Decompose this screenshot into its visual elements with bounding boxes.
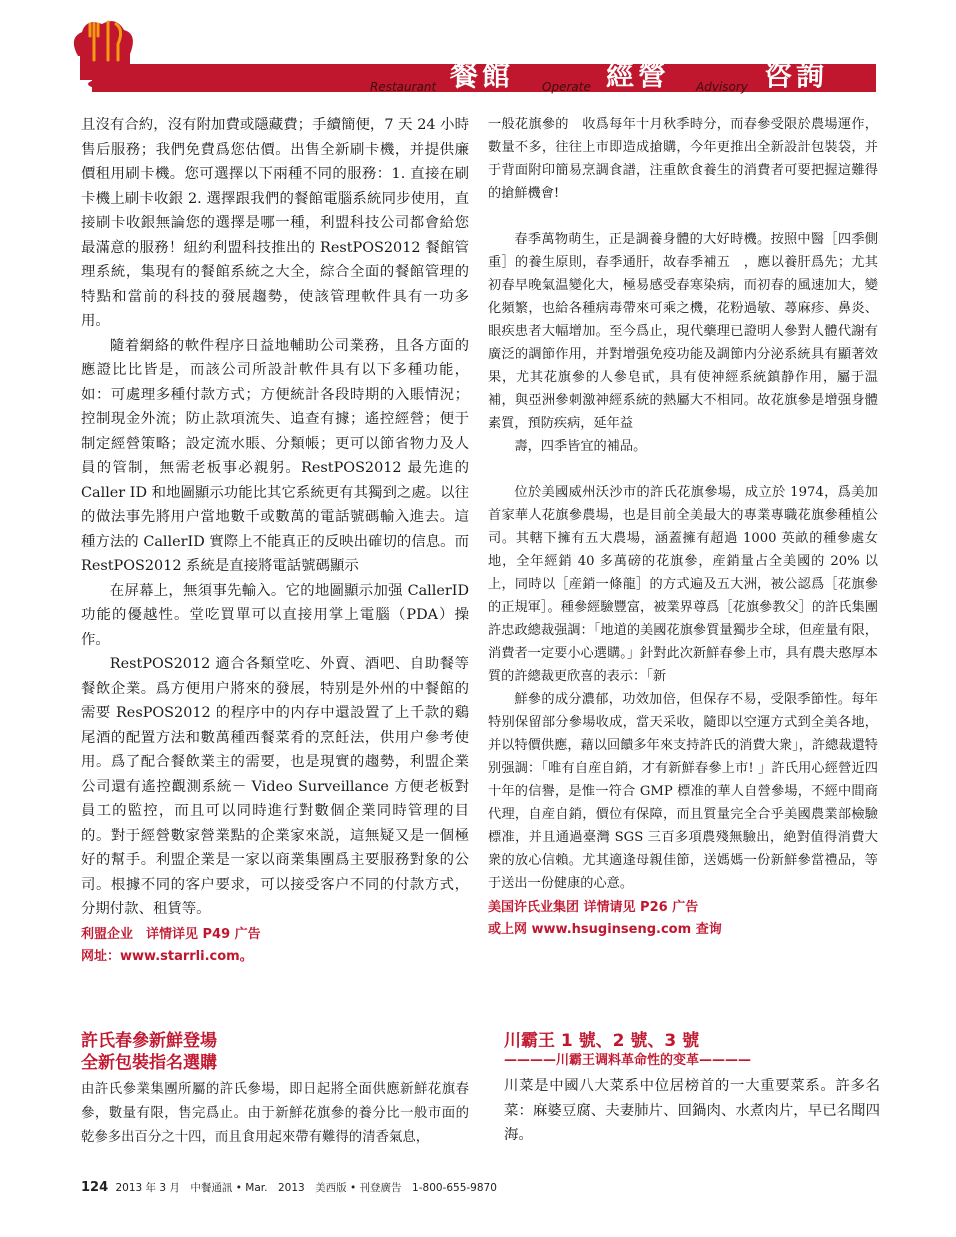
section-right-title: 川霸王 1 號、2 號、3 號: [504, 1031, 700, 1051]
section-left-body: 由許氏參業集團所屬的許氏參場，即日起將全面供應新鮮花旗春參，數量有限，售完爲止。由于新鮮花旗參的養分比一般市面的乾參多出百分之十四，而且食用起來帶有難得的清香氣息，: [81, 1082, 469, 1145]
header-zh-1: 餐館: [450, 59, 515, 92]
left-paragraph-4: RestPOS2012 適合各類堂吃、外賣、酒吧、自助餐等餐飲企業。爲方便用户將來的發展，特别是外州的中餐館的需要 ResPOS2012 的程序中的内存中還設置了上千款的鷄尾酒的配置方法和數萬種西餐菜肴的烹飪法，供用户參考使用。爲了配合餐飲業主的需要，也是現實的趨勢，利盟企業公司還有遙控觀測系統－ Video Surveillance 方便老板對員工的監控，而且可以同時進行對數個企業同時管理的目的。對于經營數家營業點的企業家來説，這無疑又是一個極好的幫手。利盟企業是一家以商業集團爲主要服務對象的公司。根據不同的客户要求，可以接受客户不同的付款方式，分期付款、租賃等。: [81, 656, 469, 917]
right-column: [488, 113, 878, 941]
starrli-website-link[interactable]: 网址：www.starrli.com。: [81, 948, 253, 964]
left-paragraph-3: 在屏幕上，無須事先輸入。它的地圖顯示加强 CallerID 功能的優越性。堂吃買單可以直接用掌上電腦（PDA）操作。: [81, 582, 469, 648]
section-right-subtitle: ————川霸王调料革命性的变革————: [504, 1053, 752, 1068]
right-paragraph-4: 鮮參的成分濃郁，功效加倍，但保存不易，受限季節性。每年特别保留部分參場收成，當天采收，隨即以空運方式到全美各地，并以特價供應，藉以回饋多年來支持許氏的消費大衆」，許總裁還特别强調：「唯有自産自銷，才有新鮮春參上市! 」許氏用心經營近四十年的信譽，是惟一符合 GMP 標准的華人自營參場，不經中間商代理，自産自銷，價位有保障，而且質量完全合乎美國農業部檢驗標准，并且通過臺灣 SGS 三百多項農殘無驗出，絶對值得消費大衆的放心信賴。尤其適逢母親佳節，送媽媽一份新鮮參當禮品，等于送出一份健康的心意。: [488, 692, 878, 891]
left-column: [81, 113, 469, 968]
right-paragraph-1: 一般花旗參的 收爲每年十月秋季時分，而春參受限於農場運作，數量不多，往往上市即造成搶購，今年更推出全新設計包裝袋，并于背面附印簡易烹調食譜，注重飲食養生的消費者可要把握這難得的搶鮮機會!: [488, 117, 878, 201]
section-left-title-1: 許氏春參新鮮登場: [81, 1031, 217, 1051]
right-paragraph-2: 春季萬物萌生，正是調養身體的大好時機。按照中醫［四季側重］的養生原則，春季通肝，故春季補五 ，應以養肝爲先；尤其初春早晚氣温變化大，極易感受春寒染病，而初春的風速加大，變化頻繁，也給各種病毒帶來可乘之機，花粉過敏、蕁麻疹、鼻炎、眼疾患者大幅增加。至今爲止，現代藥理已證明人參對人體代謝有廣泛的調節作用，并對增强免疫功能及調節内分泌系統具有顯著效果，尤其花旗參的人參皂甙，具有使神經系統鎮静作用，屬于温補，與亞洲參刺激神經系統的熱屬大不相同。故花旗參是增强身體素質，預防疾病，延年益: [488, 232, 878, 431]
section-left-title-2: 全新包裝指名選購: [81, 1053, 217, 1073]
hsu-website-link[interactable]: 或上网 www.hsuginseng.com 查询: [488, 922, 722, 937]
page-footer: [81, 1180, 781, 1195]
footer-publication-info: 2013 年 3 月 中餐通訊 • Mar. 2013 美西版 • 刊登廣告 1-800-655-9870: [115, 1182, 497, 1194]
header-section-title: [370, 58, 890, 98]
hsu-spring-ginseng-section: [81, 1030, 469, 1150]
left-paragraph-1: 且沒有合約，沒有附加費或隱藏費；手續簡便，7 天 24 小時售后服務；我們免費爲您估價。出售全新刷卡機，并提供廉價租用刷卡機。您可選擇以下兩種不同的服務：1. 直接在刷卡機上刷卡收銀 2. 選擇跟我們的餐館電腦系統同步使用，直接刷卡收銀無論您的選擇是哪一種，利盟科技公司都會給您最滿意的服務！紐約利盟科技推出的 RestPOS2012 餐館管理系統，集現有的餐館系統之大全，綜合全面的餐館管理的特點和當前的科技的發展趨勢，使該管理軟件具有一功多用。: [81, 117, 469, 329]
page-header: [0, 0, 956, 100]
starrli-ad-reference: 利盟企业 详情详见 P49 广告: [81, 926, 261, 942]
section-right-body: 川菜是中國八大菜系中位居榜首的一大重要菜系。許多名菜：麻婆豆腐、夫妻肺片、回鍋肉、水煮肉片，早已名聞四海。: [504, 1078, 880, 1143]
right-paragraph-3: 位於美國威州沃沙市的許氏花旗參場，成立於 1974，爲美加首家華人花旗參農場，也是目前全美最大的專業專職花旗參種植公司。其轄下擁有五大農場，涵蓋擁有超過 1000 英畝的種參處女地，全年經銷 40 多萬磅的花旗參，産銷量占全美國的 20% 以上，同時以［産銷一條龍］的方式遍及五大洲，被公認爲［花旗參的正規軍］。種參經驗豐富，被業界尊爲［花旗參教父］的許氏集團許忠政總裁强調：「地道的美國花旗參質量獨步全球，但産量有限，消費者一定要小心選購。」針對此次新鮮春參上市，具有農夫憨厚本質的許總裁更欣喜的表示：「新: [488, 485, 878, 684]
left-paragraph-2: 隨着網絡的軟件程序日益地輔助公司業務，且各方面的應證比比皆是，而該公司所設計軟件具有以下多種功能，如：可處理多種付款方式；方便統計各段時期的入賬情況；控制現金外流；防止款項流失、追查有據；遙控經營；便于制定經營策略；設定流水賬、分類帳；更可以節省物力及人員的管制，無需老板事必親躬。RestPOS2012 最先進的 Caller ID 和地圖顯示功能比其它系統更有其獨到之處。以往的做法事先將用户當地數千或數萬的電話號碼輸入進去。這種方法的 CallerID 實際上不能真正的反映出確切的信息。而 RestPOS2012 系統是直接將電話號碼顯示: [81, 337, 469, 574]
header-en-advisory: Advisory: [696, 80, 748, 94]
hsu-ad-reference: 美国许氏业集团 详情请见 P26 广告: [488, 900, 699, 915]
chuan-ba-wang-section: [504, 1030, 880, 1148]
header-zh-3: 咨詢: [764, 59, 829, 92]
header-en-operate: Operate: [542, 80, 591, 94]
right-paragraph-2b: 壽，四季皆宜的補品。: [514, 439, 647, 454]
header-zh-2: 經營: [606, 59, 671, 92]
header-en-restaurant: Restaurant: [370, 80, 437, 94]
page-number: 124: [81, 1180, 109, 1195]
